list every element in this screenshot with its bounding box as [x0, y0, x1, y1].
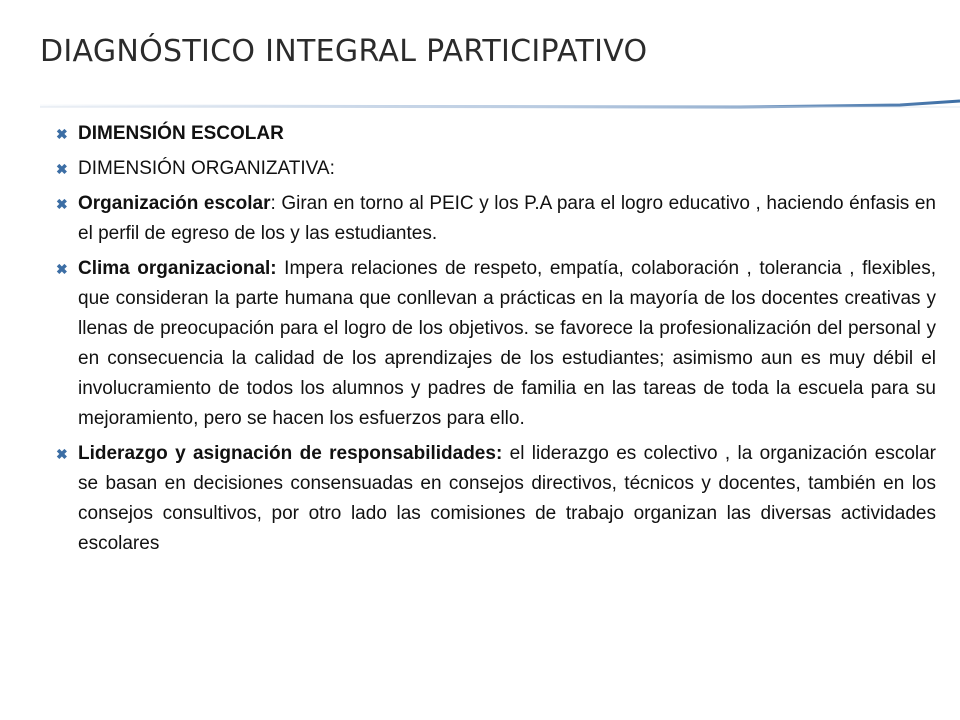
bullet-label: Liderazgo y asignación de responsabilidades:: [78, 443, 503, 464]
bullet-dimension-escolar: [46, 119, 936, 149]
title-underline: [40, 98, 960, 110]
bullet-organizacion-escolar: [46, 189, 936, 249]
x-bullet-icon: ✖: [56, 446, 68, 462]
bullet-label: Clima organizacional:: [78, 258, 277, 279]
bullet-text: Impera relaciones de respeto, empatía, colaboración , tolerancia , flexibles, que consideran la parte humana que conllevan a prácticas en la mayoría de los docentes creativas y llenas de preocupación para el logro de los objetivos. se favorece la profesionalización del personal y en consecuencia la calidad de los aprendizajes de los estudiantes; asimismo aun es muy débil el involucramiento de todos los alumnos y padres de familia en las tareas de toda la escuela para su mejoramiento, pero se hacen los esfuerzos para ello.: [78, 258, 937, 429]
slide-title: DIAGNÓSTICO INTEGRAL PARTICIPATIVO: [40, 34, 648, 69]
bullet-liderazgo: [46, 439, 936, 559]
bullet-list: [46, 119, 936, 564]
bullet-label: DIMENSIÓN ESCOLAR: [78, 123, 284, 144]
x-bullet-icon: ✖: [56, 261, 68, 277]
bullet-text: : Giran en torno al PEIC y los P.A para el logro educativo , haciendo énfasis en el perfil de egreso de los y las estudiantes.: [78, 193, 937, 244]
bullet-text: el liderazgo es colectivo , la organización escolar se basan en decisiones consensuadas en consejos directivos, técnicos y docentes, también en los consejos consultivos, por otro lado las comisiones de trabajo organizan las diversas actividades escolares: [78, 443, 936, 554]
bullet-text: DIMENSIÓN ORGANIZATIVA:: [78, 158, 335, 179]
bullet-dimension-organizativa: [46, 154, 936, 184]
x-bullet-icon: ✖: [56, 196, 68, 212]
x-bullet-icon: ✖: [56, 161, 68, 177]
x-bullet-icon: ✖: [56, 126, 68, 142]
bullet-label: Organización escolar: [78, 193, 271, 214]
bullet-clima-organizacional: [46, 254, 936, 434]
